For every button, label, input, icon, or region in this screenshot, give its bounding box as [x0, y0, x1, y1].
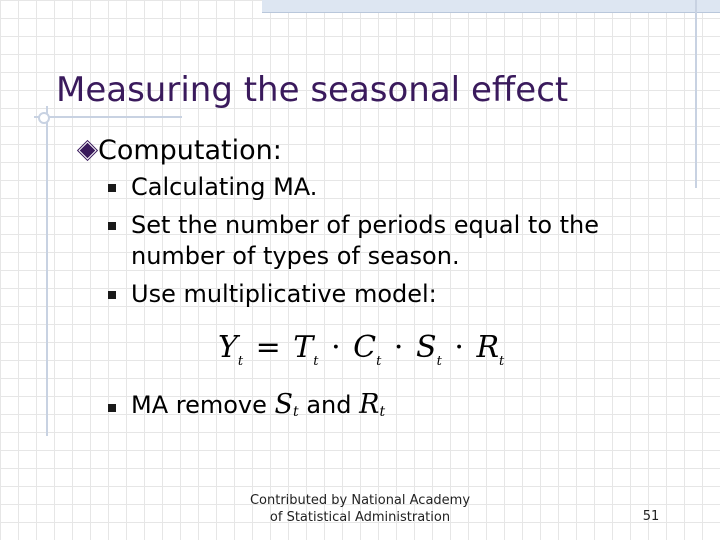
- formula-sub: t: [313, 354, 319, 369]
- list-item-prefix: MA remove: [131, 391, 267, 419]
- square-bullet-icon: [108, 404, 116, 412]
- title-underline-rule: [34, 116, 182, 118]
- footer-credit: [240, 492, 480, 526]
- slide-title: Measuring the seasonal effect: [56, 70, 569, 110]
- formula-sub: t: [499, 354, 505, 369]
- formula-y: Y: [218, 330, 238, 365]
- slide-number: 51: [642, 509, 660, 524]
- circle-marker-icon: [38, 112, 50, 124]
- list-item-continuation: number of types of season.: [131, 242, 460, 270]
- square-bullet-icon: [108, 291, 116, 299]
- formula-equals: =: [255, 330, 281, 365]
- math-var-letter: R: [359, 389, 380, 420]
- section-heading-text: Computation:: [98, 135, 282, 166]
- math-var-r: [359, 389, 385, 420]
- square-bullet-icon: [108, 184, 116, 192]
- formula-dot: ·: [393, 330, 404, 365]
- list-item: Calculating MA.: [131, 173, 318, 201]
- right-vertical-rule: [695, 0, 697, 188]
- list-item-and: and: [306, 391, 352, 419]
- list-item: [131, 389, 385, 420]
- math-var-s: [275, 389, 299, 420]
- footer-line: of Statistical Administration: [269, 510, 451, 525]
- formula-c: C: [353, 330, 377, 365]
- square-bullet-icon: [108, 222, 116, 230]
- diamond-bullet-icon: [78, 141, 96, 159]
- math-var-sub: t: [379, 404, 386, 420]
- formula-sub: t: [376, 354, 382, 369]
- formula-r: R: [476, 330, 500, 365]
- formula-t: T: [293, 330, 314, 365]
- formula-dot: ·: [454, 330, 464, 365]
- formula-sub: t: [237, 354, 244, 369]
- formula-s: S: [416, 330, 437, 365]
- math-var-letter: S: [274, 389, 294, 420]
- multiplicative-model-formula: [218, 330, 504, 369]
- math-var-sub: t: [293, 404, 299, 420]
- footer-line: Contributed by National Academy: [249, 493, 471, 508]
- left-vertical-rule: [46, 106, 48, 436]
- list-item: Use multiplicative model:: [131, 280, 437, 308]
- formula-dot: ·: [331, 330, 341, 365]
- formula-sub: t: [436, 354, 442, 369]
- top-decor-band: [262, 0, 720, 13]
- list-item: Set the number of periods equal to the: [131, 211, 600, 239]
